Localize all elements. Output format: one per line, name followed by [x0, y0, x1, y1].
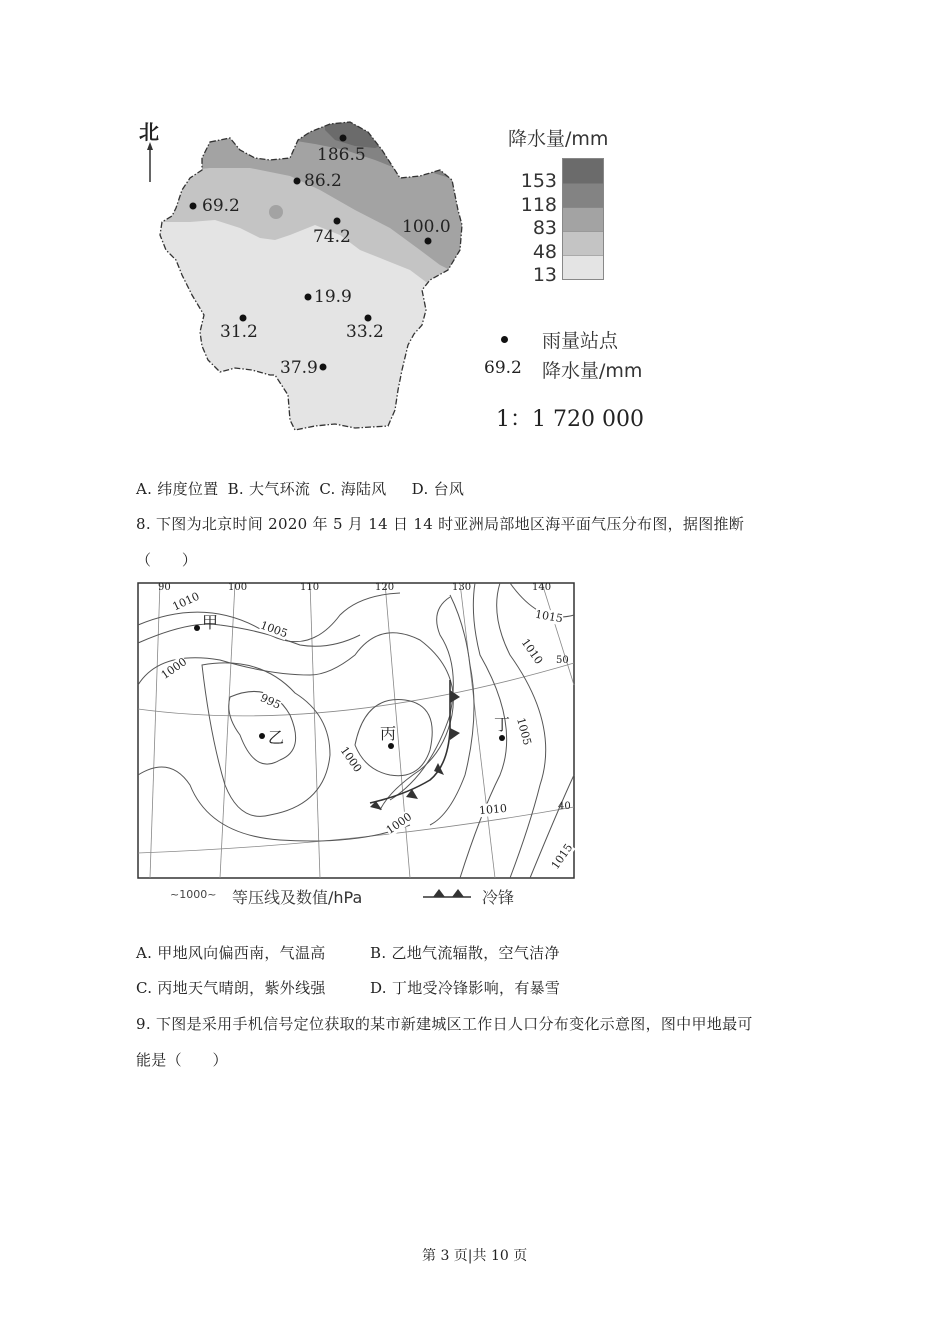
north-label: 北 [139, 120, 159, 144]
q8-option-c[interactable]: C. 丙地天气晴朗，紫外线强 [136, 979, 326, 997]
color-band-13-48 [563, 256, 603, 279]
isobar-label: 1010 [518, 636, 546, 667]
q9-stem-line1: 9. 下图是采用手机信号定位获取的某市新建城区工作日人口分布变化示意图，图中甲地最可 [136, 1015, 753, 1033]
station-value: 100.0 [402, 217, 451, 237]
scale-labels [517, 170, 557, 288]
q7-option-c[interactable]: C. 海陆风 [319, 480, 387, 498]
q8-option-d[interactable]: D. 丁地受冷锋影响，有暴雪 [370, 979, 561, 997]
color-scale [562, 158, 604, 280]
place-yi: 乙 [268, 728, 285, 747]
isobar-label: 1005 [258, 618, 290, 641]
q8-option-a[interactable]: A. 甲地风向偏西南，气温高 [136, 944, 326, 962]
legend-title: 降水量/mm [508, 128, 609, 150]
station-value: 186.5 [317, 145, 366, 165]
station-value: 33.2 [346, 322, 384, 342]
q9-stem-line2: 能是（ ） [136, 1051, 228, 1069]
scale-label: 83 [532, 217, 557, 239]
longitude-label: 110 [300, 582, 320, 593]
scale-label: 48 [532, 240, 557, 263]
color-band-83-118 [563, 208, 603, 232]
pressure-map-graphic [130, 575, 580, 915]
value-legend-label: 降水量/mm [542, 360, 643, 382]
cold-front-legend-label: 冷锋 [482, 888, 515, 907]
station-value: 86.2 [304, 171, 342, 191]
map-scale: 1：1 720 000 [496, 407, 644, 432]
longitude-label: 130 [452, 582, 472, 593]
precipitation-map-graphic [130, 110, 470, 450]
isobar-label: 1015 [548, 841, 576, 872]
place-jia: 甲 [202, 613, 219, 632]
isobar-legend-sample: ~1000~ [170, 888, 217, 901]
isobar-label: 1010 [478, 801, 508, 818]
station-legend-label: 雨量站点 [542, 330, 619, 352]
precipitation-map [130, 110, 470, 450]
q8-stem: 8. 下图为北京时间 2020 年 5 月 14 日 14 时亚洲局部地区海平面气压分布图，据图推断 [136, 515, 745, 533]
place-bing: 丙 [380, 724, 397, 743]
q8-option-b[interactable]: B. 乙地气流辐散，空气洁净 [370, 944, 560, 962]
scale-label: 118 [520, 193, 557, 216]
station-dot-icon [501, 336, 508, 343]
isobar-label: 1000 [158, 655, 190, 682]
isobar-legend-label: 等压线及数值/hPa [232, 888, 363, 907]
page-number: 第 3 页|共 10 页 [422, 1248, 528, 1264]
station-value: 31.2 [220, 322, 258, 342]
q7-option-d[interactable]: D. 台风 [411, 480, 465, 498]
station-value: 69.2 [202, 196, 240, 216]
precipitation-legend [470, 110, 670, 440]
station-value: 74.2 [313, 227, 351, 247]
longitude-label: 140 [532, 582, 552, 593]
q7-option-a[interactable]: A. 纬度位置 [136, 480, 219, 498]
latitude-label: 40 [558, 801, 571, 812]
color-band-153-up [563, 159, 603, 184]
isobar-label: 1005 [514, 716, 534, 747]
longitude-label: 120 [375, 582, 395, 593]
station-value: 19.9 [314, 287, 352, 307]
longitude-label: 90 [158, 582, 171, 593]
latitude-label: 50 [556, 655, 569, 666]
q7-options [136, 478, 464, 499]
scale-label: 153 [520, 170, 557, 192]
pressure-map [130, 575, 580, 915]
isobar-label: 1010 [170, 589, 202, 614]
scale-label: 13 [532, 264, 557, 286]
isobar-label: 1000 [337, 744, 365, 775]
q8-answer-paren: （ ） [136, 551, 198, 569]
color-band-48-83 [563, 232, 603, 256]
q7-option-b[interactable]: B. 大气环流 [227, 480, 311, 498]
isobar-label: 1000 [383, 810, 415, 837]
value-example: 69.2 [484, 358, 522, 378]
isobar-label: 1015 [534, 607, 564, 626]
station-value: 37.9 [280, 358, 318, 378]
isobar-label: 995 [258, 691, 283, 712]
color-band-118-153 [563, 184, 603, 208]
longitude-label: 100 [228, 582, 248, 593]
place-ding: 丁 [494, 715, 511, 734]
